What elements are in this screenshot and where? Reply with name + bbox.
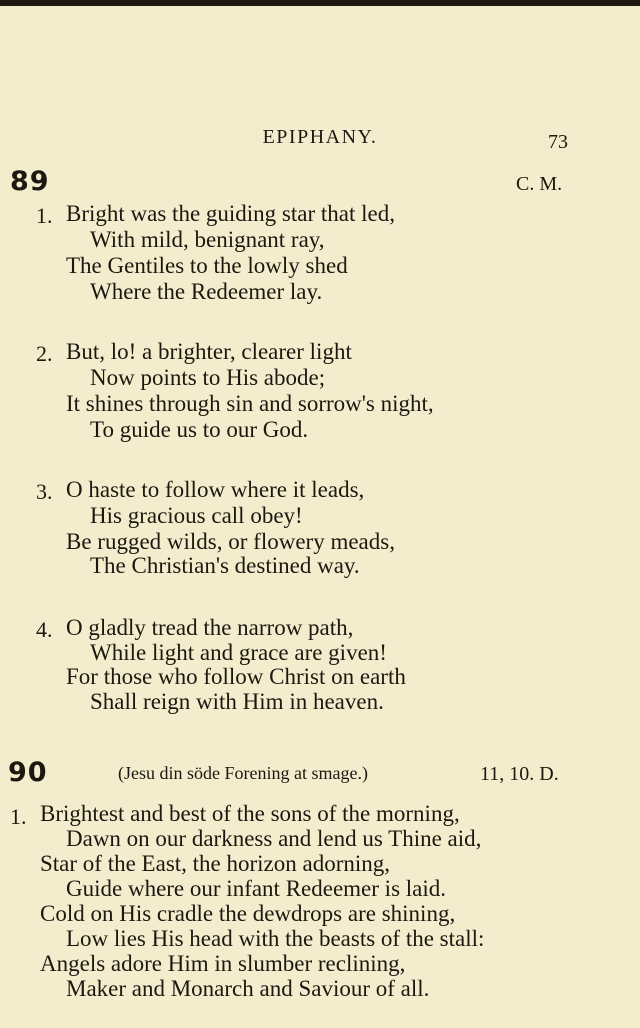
verse-line: Dawn on our darkness and lend us Thine aid,	[66, 826, 482, 851]
hymn-meter: C. M.	[516, 173, 563, 195]
verse-line: Angels adore Him in slumber reclining,	[40, 951, 406, 976]
verse-line: Now points to His abode;	[90, 365, 326, 390]
verse-line: For those who follow Christ on earth	[66, 664, 406, 689]
verse-line: Brightest and best of the sons of the morning,	[40, 801, 460, 826]
verse-line: O haste to follow where it leads,	[66, 477, 365, 502]
verse-line: The Christian's destined way.	[90, 553, 360, 578]
verse-line: With mild, benignant ray,	[90, 227, 325, 252]
running-head: EPIPHANY.	[262, 126, 378, 148]
verse-number: 1.	[36, 203, 53, 228]
verse-line: To guide us to our God.	[90, 417, 309, 442]
verse-line: Low lies His head with the beasts of the stall:	[66, 926, 485, 951]
verse-number: 1.	[10, 804, 27, 829]
verse-line: While light and grace are given!	[90, 640, 387, 665]
verse-line: But, lo! a brighter, clearer light	[66, 339, 352, 364]
verse-number: 3.	[36, 479, 53, 504]
verse-line: Bright was the guiding star that led,	[66, 201, 395, 226]
verse-line: Be rugged wilds, or flowery meads,	[66, 529, 395, 554]
verse-line: Guide where our infant Redeemer is laid.	[66, 876, 447, 901]
verse-line: Cold on His cradle the dewdrops are shining,	[40, 901, 456, 926]
verse-line: Maker and Monarch and Saviour of all.	[66, 976, 430, 1001]
verse-line: O gladly tread the narrow path,	[66, 615, 354, 640]
verse-line: The Gentiles to the lowly shed	[66, 253, 348, 278]
page-top-edge	[0, 0, 640, 6]
hymn-number: 90	[8, 757, 48, 788]
tune-name: (Jesu din söde Forening at smage.)	[118, 763, 368, 783]
verse-line: His gracious call obey!	[90, 503, 303, 528]
verse-number: 4.	[36, 617, 53, 642]
verse-number: 2.	[36, 341, 53, 366]
hymn-number: 89	[10, 166, 50, 197]
verse-line: Where the Redeemer lay.	[90, 279, 323, 304]
verse-line: It shines through sin and sorrow's night,	[66, 391, 434, 416]
hymn-meter: 11, 10. D.	[480, 763, 559, 785]
verse-line: Shall reign with Him in heaven.	[90, 689, 384, 714]
page-number: 73	[548, 131, 568, 153]
verse-line: Star of the East, the horizon adorning,	[40, 851, 391, 876]
